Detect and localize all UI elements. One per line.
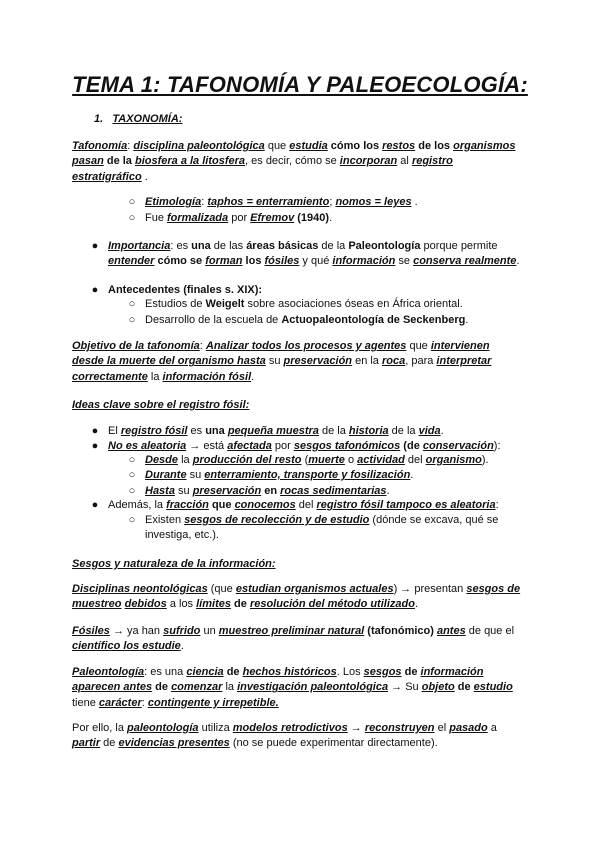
- text-run: roca: [381, 355, 406, 368]
- text-run: registro fósil: [120, 425, 188, 437]
- text-run: el: [434, 722, 450, 734]
- text-run: → Su: [388, 681, 422, 694]
- sesgos-heading: Sesgos y naturaleza de la información:: [72, 558, 276, 570]
- text-run: estudia: [289, 140, 328, 152]
- text-run: .: [141, 170, 148, 183]
- text-run: evidencias presentes: [118, 737, 230, 750]
- text-run: Actuopaleontología de Seckenberg: [281, 314, 466, 326]
- text-run: .: [411, 196, 418, 208]
- text-run: (que: [207, 583, 236, 595]
- text-run: sesgos: [363, 666, 402, 678]
- text-run: objeto: [421, 681, 455, 694]
- text-run: pasan: [72, 155, 104, 168]
- text-run: de la: [388, 425, 419, 437]
- text-run: .: [180, 640, 184, 653]
- text-run: organismos: [453, 140, 516, 152]
- text-run: (de: [400, 440, 423, 452]
- text-run: El: [108, 425, 121, 437]
- retrodictivos-paragraph: [72, 721, 528, 752]
- text-run: sesgos de: [466, 583, 521, 595]
- text-run: de: [223, 666, 243, 678]
- text-run: en la: [352, 355, 382, 368]
- text-run: TAXONOMÍA:: [112, 113, 183, 125]
- hollow-bullet-icon: ○: [128, 485, 136, 497]
- text-run: (dónde se excava, qué se: [369, 514, 499, 526]
- text-run: debidos: [124, 598, 167, 611]
- text-run: correctamente: [72, 370, 148, 383]
- list-item-importancia: [91, 239, 528, 270]
- text-run: interpretar: [436, 355, 492, 368]
- text-run: investigación paleontológica: [237, 681, 389, 694]
- hollow-bullet-icon: ○: [128, 196, 136, 208]
- text-run: paleontología: [127, 722, 199, 734]
- text-run: desde la muerte del organismo hasta: [72, 355, 266, 368]
- text-run: → ya han: [109, 625, 164, 637]
- text-run: cómo los: [327, 140, 383, 152]
- text-run: sobre asociaciones óseas en África oriental.: [244, 298, 463, 310]
- text-run: preservación: [192, 485, 262, 497]
- text-run: .: [329, 212, 333, 224]
- text-run: afectada: [227, 440, 272, 452]
- text-run: hechos históricos: [242, 666, 337, 678]
- section-heading-taxonomia: [94, 113, 182, 125]
- text-run: del: [295, 499, 317, 511]
- list-item-registro-fosil: [91, 424, 528, 439]
- text-run: :: [495, 499, 499, 511]
- text-run: investiga, etc.).: [145, 529, 219, 542]
- paleontologia-paragraph: [72, 665, 528, 711]
- text-run: utiliza: [198, 722, 233, 734]
- text-run: estratigráfico: [72, 170, 142, 183]
- filled-bullet-icon: ●: [91, 499, 99, 511]
- text-run: formalizada: [167, 212, 229, 224]
- text-run: : es una: [144, 666, 187, 678]
- text-run: :: [199, 340, 206, 352]
- text-run: biosfera a la litosfera: [134, 155, 246, 168]
- text-run: a: [487, 722, 497, 734]
- list-item-fraccion: [91, 498, 528, 513]
- text-run: se: [395, 255, 414, 268]
- text-run: la: [178, 454, 193, 466]
- text-run: Disciplinas neontológicas: [72, 583, 208, 595]
- text-run: una: [205, 425, 225, 437]
- text-run: ).: [481, 454, 489, 466]
- text-run: que: [264, 140, 290, 152]
- text-run: de la: [318, 425, 349, 437]
- text-run: registro: [411, 155, 453, 168]
- text-run: su: [174, 485, 193, 497]
- text-run: conserva realmente: [413, 255, 517, 268]
- text-run: los: [242, 255, 265, 268]
- text-run: de las: [210, 240, 247, 252]
- filled-bullet-icon: ●: [91, 284, 99, 296]
- text-run: Fue: [145, 212, 168, 224]
- text-run: porque permite: [420, 240, 498, 252]
- text-run: :: [141, 696, 148, 709]
- text-run: pasado: [449, 722, 488, 734]
- hollow-bullet-icon: ○: [128, 298, 136, 310]
- text-run: de la: [318, 240, 349, 252]
- text-run: Estudios de: [145, 298, 206, 310]
- text-run: estudian organismos actuales: [235, 583, 394, 595]
- text-run: aparecen antes: [72, 681, 153, 694]
- text-run: o: [344, 454, 358, 466]
- text-run: Importancia: [108, 240, 171, 252]
- text-run: (1940): [294, 212, 330, 224]
- text-run: disciplina paleontológica: [133, 140, 265, 152]
- neontologicas-paragraph: [72, 582, 528, 613]
- intro-paragraph: [72, 139, 528, 185]
- list-item-durante: [128, 468, 565, 483]
- text-run: que: [208, 499, 235, 511]
- objetivo-paragraph: [72, 339, 528, 385]
- text-run: que: [406, 340, 431, 352]
- text-run: por: [228, 212, 251, 224]
- text-run: información: [420, 666, 484, 678]
- text-run: sesgos tafonómicos: [293, 440, 401, 452]
- list-item-hasta: [128, 484, 565, 499]
- text-run: contingente y irrepetible: [147, 696, 276, 709]
- text-run: intervienen: [430, 340, 490, 352]
- text-run: (tafonómico): [364, 625, 437, 637]
- text-run: Además, la: [108, 499, 167, 511]
- list-item-sesgos-recoleccion: [128, 513, 535, 544]
- text-run: Desde: [145, 454, 179, 466]
- text-run: Antecedentes (finales s. XIX): [108, 284, 259, 296]
- text-run: muestreo: [72, 598, 122, 611]
- text-run: ):: [493, 440, 501, 452]
- text-run: enterramiento, transporte y fosilización: [204, 469, 411, 481]
- text-run: su: [265, 355, 284, 368]
- text-run: incorporan: [339, 155, 398, 168]
- text-run: .: [410, 469, 414, 481]
- text-run: de: [152, 681, 172, 694]
- text-run: tiene: [72, 696, 99, 709]
- text-run: un: [200, 625, 219, 637]
- text-run: .: [386, 485, 390, 497]
- text-run: organismo: [425, 454, 482, 466]
- text-run: información fósil: [162, 370, 252, 383]
- text-run: límites: [196, 598, 231, 611]
- text-run: ) → presentan: [393, 583, 467, 595]
- text-run: Durante: [145, 469, 187, 481]
- text-run: historia: [348, 425, 389, 437]
- text-run: .: [275, 696, 279, 709]
- text-run: Etimología: [145, 196, 202, 208]
- ideas-clave-heading: Ideas clave sobre el registro fósil:: [72, 399, 250, 411]
- text-run: de la: [103, 155, 135, 168]
- text-run: de: [100, 737, 119, 750]
- text-run: carácter: [98, 696, 142, 709]
- list-item-formalizada: [128, 211, 565, 226]
- text-run: →: [347, 722, 365, 734]
- text-run: Fósiles: [72, 625, 110, 637]
- text-run: : es: [170, 240, 192, 252]
- text-run: resolución del método utilizado: [249, 598, 415, 611]
- text-run: No es aleatoria: [108, 440, 187, 452]
- text-run: al: [397, 155, 412, 168]
- list-item-etimologia: [128, 195, 565, 210]
- text-run: , para: [405, 355, 437, 368]
- hollow-bullet-icon: ○: [128, 454, 136, 466]
- text-run: , es decir, cómo se: [245, 155, 340, 168]
- text-run: (no se puede experimentar directamente).: [229, 737, 438, 750]
- text-run: taphos = enterramiento: [207, 196, 330, 208]
- text-run: una: [191, 240, 211, 252]
- text-run: Hasta: [145, 485, 175, 497]
- filled-bullet-icon: ●: [91, 425, 99, 437]
- text-run: su: [186, 469, 205, 481]
- text-run: y qué: [299, 255, 333, 268]
- text-run: de: [401, 666, 421, 678]
- text-run: reconstruyen: [364, 722, 435, 734]
- text-run: 1.: [94, 113, 104, 125]
- text-run: rocas sedimentarias: [280, 485, 387, 497]
- filled-bullet-icon: ●: [91, 440, 99, 452]
- text-run: por: [271, 440, 294, 452]
- list-item-antecedentes: [91, 283, 528, 298]
- text-run: ciencia: [186, 666, 224, 678]
- text-run: .: [414, 598, 419, 611]
- text-run: del: [404, 454, 426, 466]
- text-run: sufrido: [163, 625, 201, 637]
- text-run: .: [465, 314, 469, 326]
- text-run: la: [147, 370, 163, 383]
- text-run: sesgos de recolección y de estudio: [184, 514, 370, 526]
- page-title: TEMA 1: TAFONOMÍA Y PALEOECOLOGÍA:: [72, 72, 528, 97]
- text-run: a los: [166, 598, 197, 611]
- text-run: áreas básicas: [246, 240, 319, 252]
- list-item-seckenberg: [128, 313, 565, 328]
- text-run: Paleontología: [72, 666, 145, 678]
- text-run: en: [261, 485, 281, 497]
- text-run: .: [251, 370, 255, 383]
- hollow-bullet-icon: ○: [128, 469, 136, 481]
- fosiles-paragraph: [72, 624, 528, 655]
- text-run: conservación: [422, 440, 494, 452]
- hollow-bullet-icon: ○: [128, 212, 136, 224]
- text-run: pequeña muestra: [227, 425, 319, 437]
- text-run: registro fósil tampoco es aleatoria: [316, 499, 496, 511]
- text-run: es: [187, 425, 206, 437]
- text-run: :: [258, 284, 263, 296]
- text-run: modelos retrodictivos: [232, 722, 348, 734]
- text-run: muerte: [308, 454, 345, 466]
- text-run: Existen: [145, 514, 185, 526]
- text-run: entender: [108, 255, 155, 268]
- text-run: .: [440, 425, 444, 437]
- text-run: vida: [418, 425, 441, 437]
- text-run: nomos = leyes: [335, 196, 412, 208]
- text-run: comenzar: [171, 681, 223, 694]
- text-run: Objetivo de la tafonomía: [72, 340, 200, 352]
- text-run: muestreo preliminar natural: [218, 625, 365, 637]
- text-run: → está: [186, 440, 228, 452]
- text-run: ;: [329, 196, 336, 208]
- text-run: forman: [205, 255, 243, 268]
- text-run: estudio: [473, 681, 513, 694]
- hollow-bullet-icon: ○: [128, 514, 136, 526]
- text-run: . Los: [336, 666, 364, 678]
- text-run: conocemos: [234, 499, 296, 511]
- text-run: Weigelt: [205, 298, 245, 310]
- text-run: de: [454, 681, 474, 694]
- text-run: .: [516, 255, 520, 268]
- text-run: actividad: [357, 454, 405, 466]
- text-run: de: [230, 598, 250, 611]
- text-run: la: [222, 681, 238, 694]
- text-run: Paleontología: [348, 240, 421, 252]
- list-item-weigelt: [128, 297, 565, 312]
- text-run: Desarrollo de la escuela de: [145, 314, 282, 326]
- text-run: :: [201, 196, 208, 208]
- text-run: Efremov: [250, 212, 295, 224]
- text-run: de los: [415, 140, 454, 152]
- text-run: cómo se: [154, 255, 206, 268]
- text-run: de que el: [465, 625, 515, 637]
- text-run: Por ello, la: [72, 722, 128, 734]
- text-run: Tafonomía: [72, 140, 128, 152]
- text-run: producción del resto: [192, 454, 302, 466]
- text-run: :: [127, 140, 134, 152]
- text-run: información: [332, 255, 396, 268]
- text-run: partir: [72, 737, 101, 750]
- text-run: antes: [436, 625, 466, 637]
- text-run: (: [301, 454, 309, 466]
- filled-bullet-icon: ●: [91, 240, 99, 252]
- text-run: restos: [382, 140, 416, 152]
- hollow-bullet-icon: ○: [128, 314, 136, 326]
- text-run: Analizar todos los procesos y agentes: [205, 340, 407, 352]
- text-run: fósiles: [264, 255, 300, 268]
- list-item-no-aleatoria: [91, 439, 528, 454]
- list-item-desde: [128, 453, 565, 468]
- text-run: científico los estudie: [72, 640, 181, 653]
- text-run: fracción: [166, 499, 209, 511]
- text-run: preservación: [283, 355, 353, 368]
